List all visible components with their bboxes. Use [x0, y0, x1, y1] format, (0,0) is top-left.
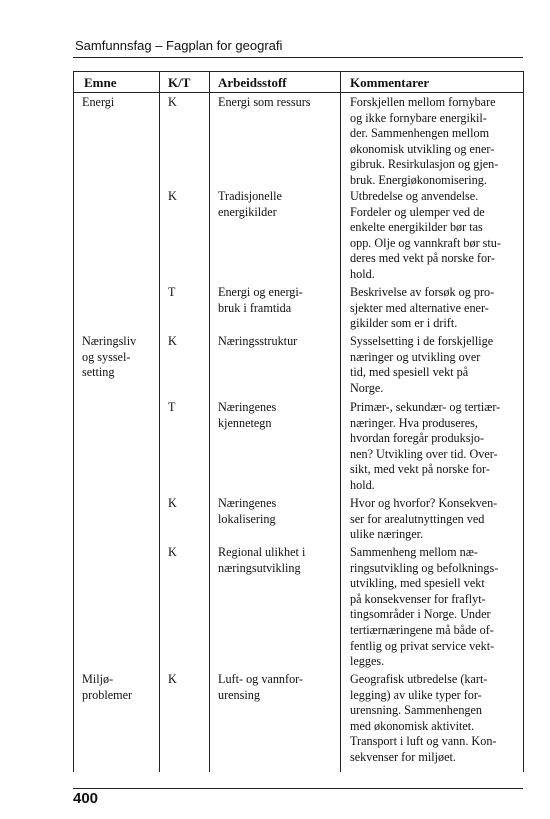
- column-divider: [159, 72, 160, 772]
- table-cell-kommentar: Primær-, sekundær- og tertiær- næringer. Hva produseres, hvordan foregår produksjo- nen? Utvikling over tid. Over- sikt, med vekt på norske for- hold.: [350, 400, 501, 492]
- table-cell-kt: K: [168, 95, 177, 109]
- table-cell-emne: Energi: [82, 95, 115, 109]
- table-cell-emne: Næringsliv og syssel- setting: [82, 334, 137, 380]
- table-cell-arbeidsstoff: Næringenes lokalisering: [218, 496, 277, 526]
- table-cell-kt: T: [168, 285, 176, 299]
- table-cell-kt: K: [168, 189, 177, 203]
- table-cell-kt: T: [168, 400, 176, 414]
- table-cell-emne: Miljø- problemer: [82, 672, 133, 702]
- table-cell-kt: K: [168, 545, 177, 559]
- table-cell-kommentar: Hvor og hvorfor? Konsekven- ser for arealutnyttingen ved ulike næringer.: [350, 496, 498, 542]
- table-cell-kommentar: Forskjellen mellom fornybare og ikke fornybare energikil- der. Sammenhengen mellom økonomisk utvikling og ener- gibruk. Resirkulasjon og gjen- bruk. Energiøkonomisering.: [350, 95, 499, 187]
- table-cell-kt: K: [168, 496, 177, 510]
- table-cell-kommentar: Sysselsetting i de forskjellige næringer og utvikling over tid, med spesiell vekt på Norge.: [350, 334, 494, 395]
- table-cell-kommentar: Geografisk utbredelse (kart- legging) av ulike typer for- urensning. Sammenhengen med økonomisk aktivitet. Transport i luft og vann. Kon- sekvenser for miljøet.: [350, 672, 497, 764]
- table-cell-kommentar: Utbredelse og anvendelse. Fordeler og ulemper ved de enkelte energikilder bør tas opp. Olje og vannkraft bør stu- deres med vekt på norske for- hold.: [350, 189, 501, 281]
- curriculum-table: [73, 71, 524, 772]
- column-header-arbeidsstoff: Arbeidsstoff: [218, 75, 287, 90]
- table-cell-arbeidsstoff: Tradisjonelle energikilder: [218, 189, 282, 219]
- header-divider: [73, 57, 523, 58]
- footer-divider: [73, 788, 523, 789]
- column-divider: [340, 72, 341, 772]
- table-cell-kt: K: [168, 672, 177, 686]
- table-cell-kt: K: [168, 334, 177, 348]
- header-row-divider: [74, 92, 523, 93]
- table-cell-arbeidsstoff: Regional ulikhet i næringsutvikling: [218, 545, 306, 575]
- table-cell-arbeidsstoff: Næringenes kjennetegn: [218, 400, 277, 430]
- table-cell-kommentar: Sammenheng mellom næ- ringsutvikling og befolknings- utvikling, med spesiell vekt på konsekvenser for fraflyt- tingsområder i Norge. Under tertiærnæringene må både of- fentlig og privat service vekt- legges.: [350, 545, 499, 669]
- page-header-title: Samfunnsfag – Fagplan for geografi: [75, 38, 283, 53]
- table-cell-arbeidsstoff: Luft- og vannfor- urensing: [218, 672, 304, 702]
- column-divider: [209, 72, 210, 772]
- column-header-kt: K/T: [168, 75, 191, 90]
- page-number: 400: [73, 790, 99, 807]
- table-cell-arbeidsstoff: Energi og energi- bruk i framtida: [218, 285, 303, 315]
- table-cell-arbeidsstoff: Energi som ressurs: [218, 95, 311, 109]
- column-header-kommentarer: Kommentarer: [350, 75, 430, 90]
- column-header-emne: Emne: [84, 75, 117, 90]
- table-cell-kommentar: Beskrivelse av forsøk og pro- sjekter med alternative ener- gikilder som er i drift.: [350, 285, 495, 331]
- table-cell-arbeidsstoff: Næringsstruktur: [218, 334, 298, 348]
